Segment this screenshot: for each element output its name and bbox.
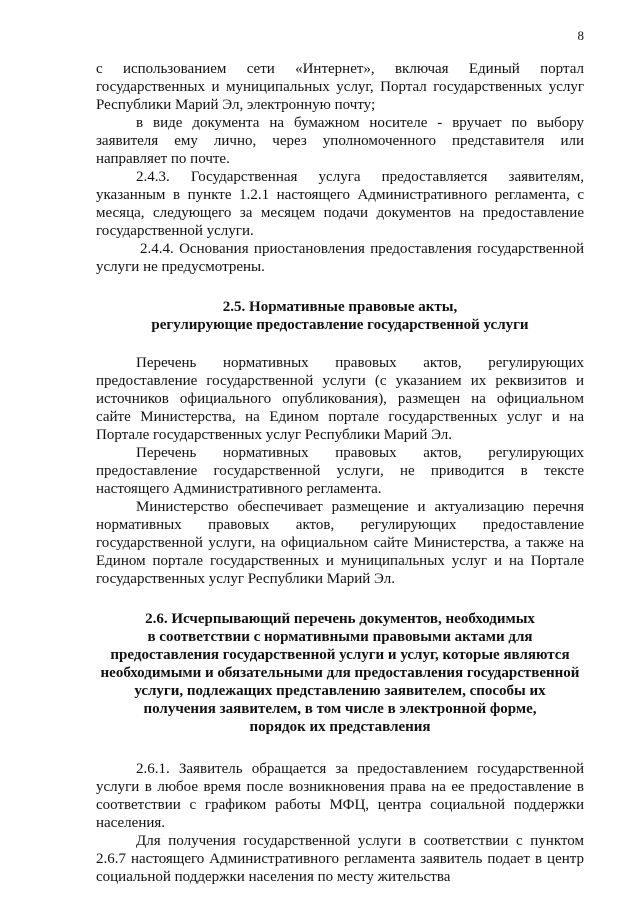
section-2-6-heading-line-2: в соответствии с нормативными правовыми актами для [147, 629, 533, 645]
section-2-6-heading-line-3: предоставления государственной услуги и услуг, которые являются [110, 647, 570, 663]
paragraph-2-4-3: 2.4.3. Государственная услуга предоставляется заявителям, указанным в пункте 1.2.1 настоящего Административного регламента, с месяца, следующего за месяцем подачи документов на предоставление государственной услуги. [96, 169, 584, 239]
paragraph-2-6-application: Для получения государственной услуги в соответствии с пунктом 2.6.7 настоящего Административного регламента заявитель подает в центр социальной поддержки населения по месту жительства [96, 833, 584, 885]
section-2-6-heading-line-1: 2.6. Исчерпывающий перечень документов, необходимых [145, 611, 535, 627]
section-2-6-heading-line-5: услуги, подлежащих представлению заявителем, способы их [134, 683, 546, 699]
paragraph-paper-document: в виде документа на бумажном носителе - вручает по выбору заявителя ему лично, через уполномоченного представителя или направляет по почте. [96, 115, 584, 167]
page-number: 8 [577, 28, 584, 43]
paragraph-2-5-list-not-included: Перечень нормативных правовых актов, регулирующих предоставление государственной услуги, не приводится в тексте настоящего Административного регламента. [96, 445, 584, 497]
section-2-5-heading-line-2: регулирующие предоставление государственной услуги [151, 317, 529, 333]
paragraph-2-5-ministry-updates: Министерство обеспечивает размещение и актуализацию перечня нормативных правовых актов, регулирующих предоставление государственной услуги, на официальном сайте Министерства, а также на Едином портале государственных и муниципальных услуг и на Портале государственных услуг Республики Марий Эл. [96, 499, 584, 587]
paragraph-internet-channel: с использованием сети «Интернет», включая Единый портал государственных и муниципальных услуг, Портал государственных услуг Республики Марий Эл, электронную почту; [96, 61, 584, 113]
paragraph-2-6-1: 2.6.1. Заявитель обращается за предоставлением государственной услуги в любое время после возникновения права на ее предоставление в соответствии с графиком работы МФЦ, центра социальной поддержки населения. [96, 761, 584, 831]
paragraph-2-5-list-location: Перечень нормативных правовых актов, регулирующих предоставление государственной услуги (с указанием их реквизитов и источников официального опубликования), размещен на официальном сайте Министерства, на Едином портале государственных услуг и на Портале государственных услуг Республики Марий Эл. [96, 355, 584, 443]
document-body [96, 60, 584, 886]
section-2-6-heading-line-6: получения заявителем, в том числе в электронной форме, [143, 701, 537, 717]
paragraph-2-4-4: 2.4.4. Основания приостановления предоставления государственной услуги не предусмотрены. [96, 241, 584, 275]
section-2-5-heading-line-1: 2.5. Нормативные правовые акты, [222, 299, 458, 315]
section-2-6-heading-line-7: порядок их представления [249, 719, 431, 735]
section-2-6-heading-line-4: необходимыми и обязательными для предоставления государственной [100, 665, 580, 681]
